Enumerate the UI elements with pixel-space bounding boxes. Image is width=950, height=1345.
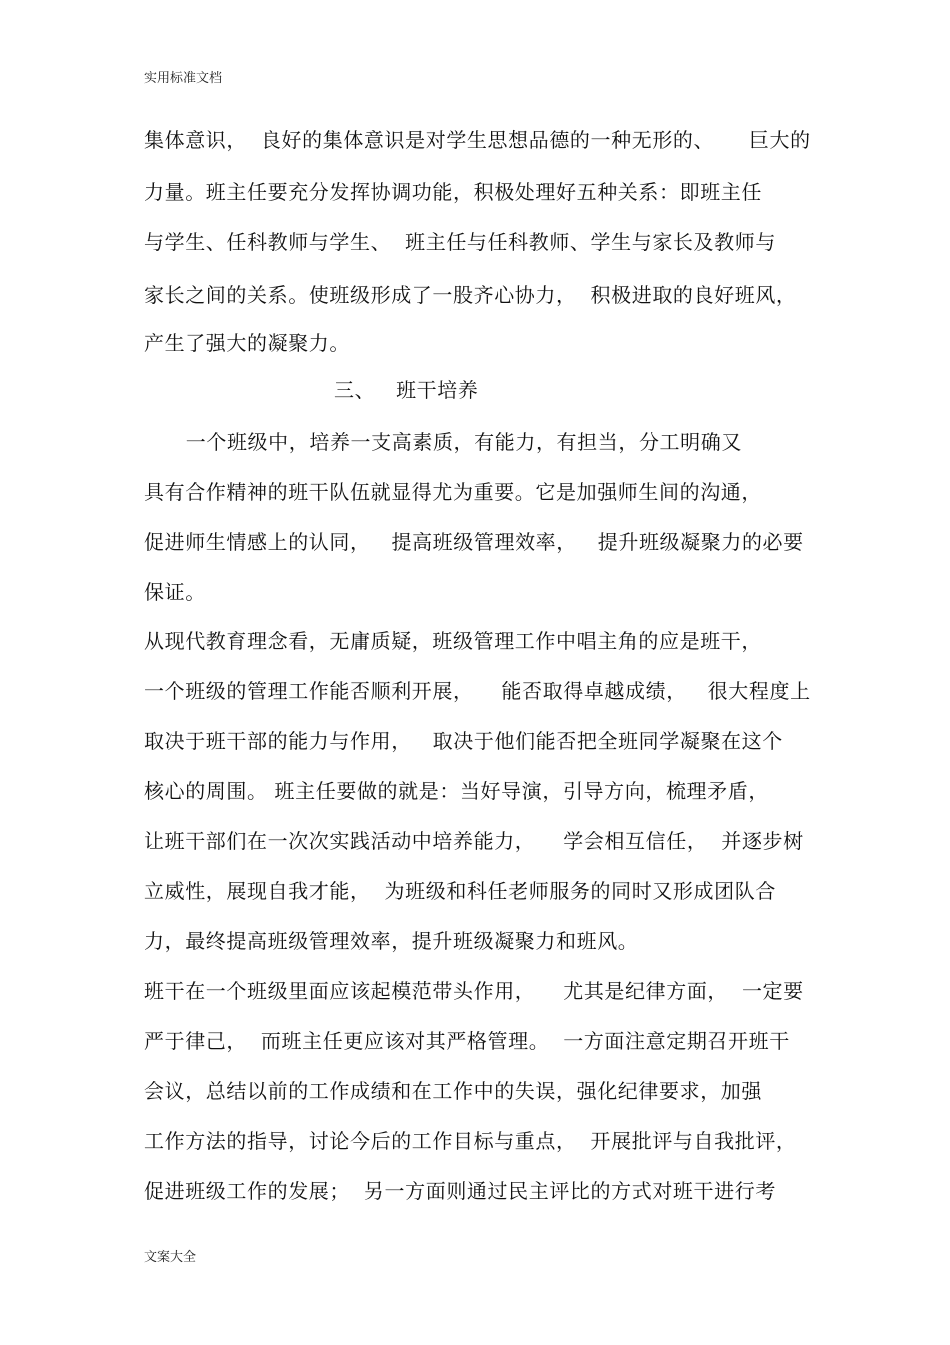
section-heading: 三、 班干培养 [334,378,479,402]
paragraph-line: 产生了强大的凝聚力。 [144,331,350,355]
paragraph-line: 从现代教育理念看，无庸质疑，班级管理工作中唱主角的应是班干， [144,629,762,653]
paragraph-line: 与学生、任科教师与学生、 班主任与任科教师、学生与家长及教师与 [144,230,776,254]
paragraph-line: 工作方法的指导，讨论今后的工作目标与重点， 开展批评与自我批评， [144,1129,797,1153]
paragraph-line: 让班干部们在一次次实践活动中培养能力， 学会相互信任， 并逐步树 [144,829,804,853]
paragraph-line: 集体意识， 良好的集体意识是对学生思想品德的一种无形的、 巨大的 [144,128,811,152]
paragraph-line: 会议，总结以前的工作成绩和在工作中的失误，强化纪律要求，加强 [144,1079,762,1103]
page-header: 实用标准文档 [144,71,223,86]
paragraph-line: 力，最终提高班级管理效率，提升班级凝聚力和班风。 [144,929,639,953]
paragraph-line: 家长之间的关系。使班级形成了一股齐心协力， 积极进取的良好班风， [144,283,797,307]
paragraph-line: 严于律己， 而班主任更应该对其严格管理。 一方面注意定期召开班干 [144,1029,790,1053]
paragraph-line: 具有合作精神的班干队伍就显得尤为重要。它是加强师生间的沟通， [144,480,762,504]
paragraph-line: 取决于班干部的能力与作用， 取决于他们能否把全班同学凝聚在这个 [144,729,783,753]
paragraph-line: 力量。班主任要充分发挥协调功能，积极处理好五种关系：即班主任 [144,180,762,204]
paragraph-line: 保证。 [144,580,206,604]
paragraph-line: 立威性，展现自我才能， 为班级和科任老师服务的同时又形成团队合 [144,879,776,903]
page-footer: 文案大全 [144,1250,197,1265]
paragraph-line: 促进师生情感上的认同， 提高班级管理效率， 提升班级凝聚力的必要 [144,530,804,554]
paragraph-line: 核心的周围。 班主任要做的就是：当好导演，引导方向，梳理矛盾， [144,779,769,803]
paragraph-line: 班干在一个班级里面应该起模范带头作用， 尤其是纪律方面， 一定要 [144,979,804,1003]
paragraph-line: 一个班级中，培养一支高素质，有能力，有担当，分工明确又 [144,430,742,454]
paragraph-line: 促进班级工作的发展； 另一方面则通过民主评比的方式对班干进行考 [144,1179,776,1203]
paragraph-line: 一个班级的管理工作能否顺利开展， 能否取得卓越成绩， 很大程度上 [144,679,811,703]
